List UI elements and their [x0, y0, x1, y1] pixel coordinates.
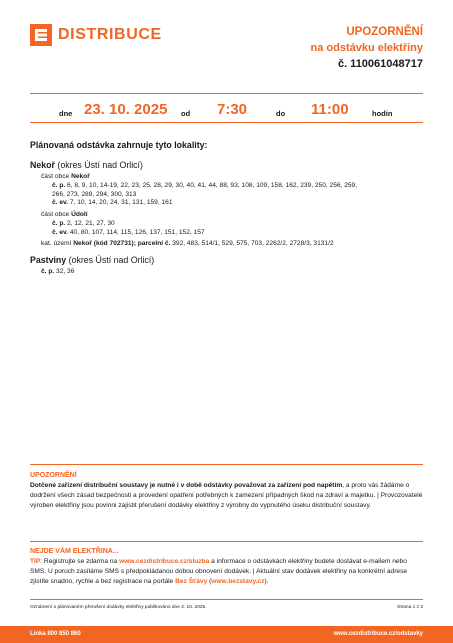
house-numbers-line: [52, 220, 425, 229]
outage-to-time: 11:00: [311, 101, 349, 118]
locations-intro: Plánovaná odstávka zahrnuje tyto lokality:: [30, 140, 208, 150]
location-title: [30, 160, 425, 170]
from-label: od: [181, 109, 191, 118]
tip-text-part: ).: [264, 577, 269, 585]
outage-time-row: [30, 93, 423, 123]
warning-body: , a proto vás žádáme o dodržení všech zásad bezpečnosti a provedení opatření potřebných k zamezení případných škod na zdraví a majetku. | Provozovatelé výroben elektřiny jsou povinni zajistit přerušení dodávky elektřiny z výrobny do vypnutého úseku distribuční soustavy.: [30, 482, 423, 509]
location-region: (okres Ústí nad Orlicí): [57, 160, 143, 170]
notice-header: [311, 24, 424, 72]
power-tip-section: [30, 541, 423, 586]
hours-label: hodin: [372, 109, 393, 118]
warning-title: UPOZORNĚNÍ: [30, 472, 77, 479]
page-number: Strana 1 z 2: [397, 605, 423, 610]
house-numbers-line: [41, 268, 425, 277]
footer-info: [30, 599, 423, 610]
outage-from-time: 7:30: [217, 101, 248, 118]
tip-text: [30, 557, 423, 586]
hotline: Linka 800 850 860: [30, 631, 81, 637]
portal-link[interactable]: www.bezstavy.cz: [211, 577, 265, 585]
line-value: 266, 273, 289, 294, 300, 313: [52, 190, 137, 198]
tip-title: NEJDE VÁM ELEKTŘINA...: [30, 548, 119, 555]
line-label: č. p.: [52, 181, 66, 189]
cadastre-line: [41, 240, 425, 249]
part-prefix: část obce: [41, 173, 70, 180]
house-numbers-line: [52, 191, 425, 200]
location-name: Pastviny: [30, 255, 67, 266]
safety-warning: [30, 464, 423, 510]
location-name: Nekoř: [30, 160, 55, 170]
tip-text-part: a informace o odstávkách elektřiny budete dostávat e-mailem nebo SMS. U poruch zasíláme SMS s předpokládanou dobou obnovení dodávek. | Aktuální stav dodávek elektřiny na konkrétní adrese zjistíte snadno, rychle a bez registrace na portále: [30, 558, 408, 585]
location-title: [30, 255, 425, 265]
line-label: č. ev.: [52, 228, 69, 236]
tip-text-part: (: [207, 577, 212, 585]
locations-content: [30, 140, 425, 277]
registration-link[interactable]: www.cezdistribuce.cz/sluzba: [119, 558, 210, 565]
notice-title: UPOZORNĚNÍ: [346, 26, 423, 38]
line-label: č. ev.: [52, 199, 69, 207]
date-label: dne: [59, 109, 73, 118]
house-numbers-line: [52, 182, 425, 191]
registry-numbers-line: [52, 199, 425, 208]
warning-text: [30, 481, 423, 510]
brand-logo: [30, 24, 162, 46]
outage-date: 23. 10. 2025: [84, 101, 168, 118]
location-part: [41, 173, 425, 182]
line-label: č. p.: [52, 219, 66, 227]
line-value: 7, 10, 14, 20, 24, 31, 131, 159, 161: [69, 199, 173, 207]
notice-subtitle: na odstávku elektřiny: [310, 42, 423, 54]
published-note: Oznámení o plánovaném přerušení dodávky elektřiny publikováno dne 2. 10. 2025.: [30, 605, 207, 610]
notice-number: č. 110061048717: [337, 58, 423, 70]
footer-url[interactable]: www.cezdistribuce.cz/odstavky: [333, 631, 423, 637]
part-name: Údolí: [71, 211, 88, 219]
tip-label: TIP: [30, 558, 41, 565]
warning-bold: Dotčené zařízení distribuční soustavy je nutné i v době odstávky považovat za zařízení pod napětím: [30, 482, 343, 489]
part-name: Nekoř: [71, 173, 90, 180]
portal-name: Bez Šťávy: [175, 577, 208, 585]
tip-text-part: : Registrujte se zdarma na: [40, 558, 120, 565]
brand-name: DISTRIBUCE: [58, 26, 162, 43]
cez-logo-icon: [30, 24, 52, 46]
line-value: 40, 80, 107, 114, 115, 126, 137, 151, 152, 157: [69, 228, 205, 236]
line-value: 2, 12, 21, 27, 30: [67, 219, 115, 227]
bottom-bar: [0, 626, 453, 643]
location-part: [41, 211, 425, 220]
part-prefix: část obce: [41, 211, 70, 219]
line-label: č. p.: [41, 268, 55, 276]
line-value: 32, 36: [56, 268, 75, 276]
parcel-label: ; parcelní č.: [133, 239, 171, 247]
location-region: (okres Ústí nad Orlicí): [68, 255, 155, 266]
registry-numbers-line: [52, 229, 425, 238]
line-value: 6, 8, 9, 10, 14-19, 22, 23, 25, 28, 29, 30, 40, 41, 44, 88, 93, 108, 109, 158, 162, 239, 250, 256, 259,: [67, 181, 358, 189]
to-label: do: [276, 109, 286, 118]
cadastre-prefix: kat. území: [41, 239, 72, 247]
parcel-numbers: 392, 483, 514/1, 529, 575, 703, 2262/2, 2728/3, 3131/2: [172, 239, 334, 247]
cadastre-name: Nekoř (kód 702731): [73, 239, 134, 247]
